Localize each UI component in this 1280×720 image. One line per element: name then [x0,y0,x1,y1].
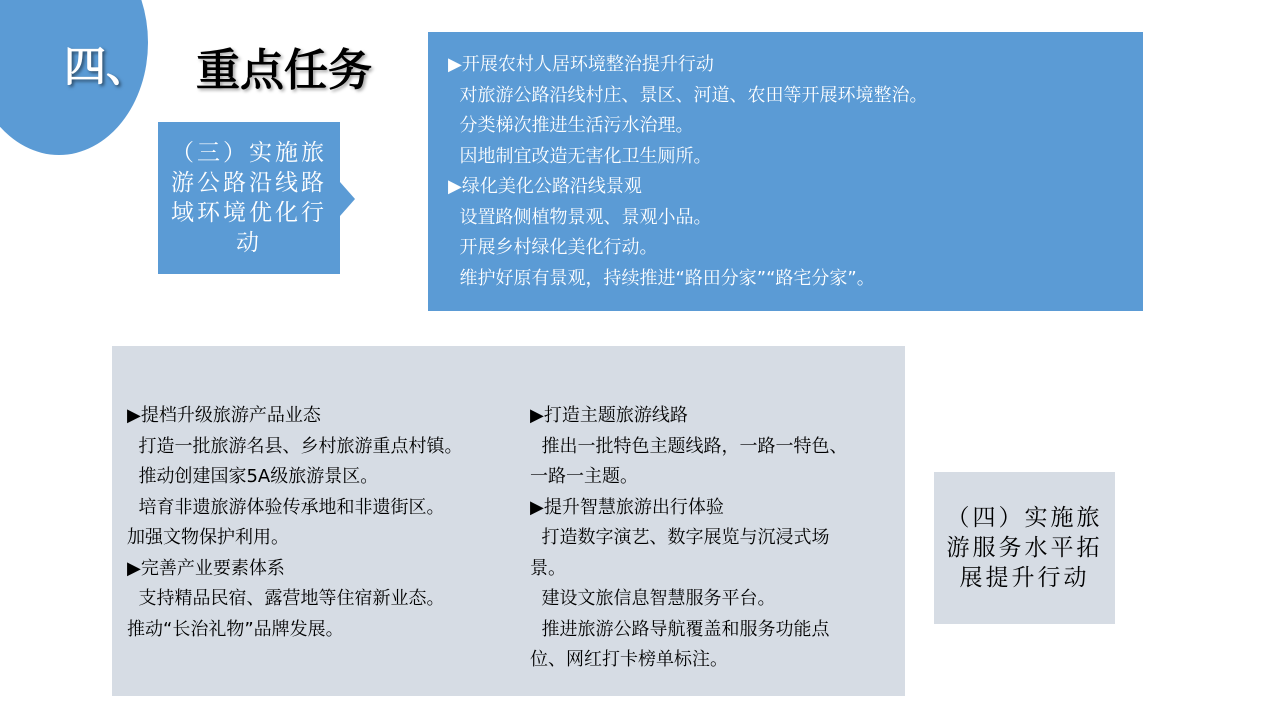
top-line: ▶绿化美化公路沿线景观 [448,176,642,197]
left-line: 打造一批旅游名县、乡村旅游重点村镇。 [127,435,463,457]
right-line: 推进旅游公路导航覆盖和服务功能点 [530,618,830,640]
left-line: 加强文物保护利用。 [127,527,289,548]
left-line: 培育非遗旅游体验传承地和非遗街区。 [127,496,445,518]
left-line: 推动创建国家5A级旅游景区。 [127,466,379,487]
top-line: 开展乡村绿化美化行动。 [448,237,658,258]
right-line: 打造数字演艺、数字展览与沉浸式场 [530,527,830,548]
top-line: 设置路侧植物景观、景观小品。 [448,206,712,228]
top-line: 因地制宜改造无害化卫生厕所。 [448,145,712,167]
service-tasks-right-column [530,401,902,676]
right-line: 一路一主题。 [530,466,638,487]
action-label-box-3 [158,122,340,274]
top-line: ▶开展农村人居环境整治提升行动 [448,54,714,75]
left-line: 推动“长治礼物”品牌发展。 [127,618,344,640]
arrow-pointer-icon [340,182,355,216]
service-tasks-left-column [127,401,527,645]
right-line: ▶提升智慧旅游出行体验 [530,496,724,518]
environment-tasks-panel [428,32,1143,311]
right-line: ▶打造主题旅游线路 [530,405,688,426]
page-title: 重点任务 [196,45,372,96]
right-line: 位、网红打卡榜单标注。 [530,649,728,670]
action-label-4-text: （四）实施旅游服务水平拓展提升行动 [946,505,1103,591]
left-line: 支持精品民宿、露营地等住宿新业态。 [127,588,445,609]
right-line: 景。 [530,557,566,579]
right-line: 建设文旅信息智慧服务平台。 [530,588,776,609]
action-label-3-text: （三）实施旅游公路沿线路域环境优化行动 [171,140,327,256]
action-label-box-4 [934,472,1115,624]
right-line: 推出一批特色主题线路，一路一特色、 [530,435,848,457]
top-line: 维护好原有景观，持续推进“路田分家”“路宅分家”。 [448,267,875,289]
left-line: ▶提档升级旅游产品业态 [127,405,321,426]
top-line: 对旅游公路沿线村庄、景区、河道、农田等开展环境整治。 [448,84,928,106]
top-line: 分类梯次推进生活污水治理。 [448,115,694,136]
section-number: 四、 [64,42,149,91]
service-tasks-panel [112,346,905,696]
left-line: ▶完善产业要素体系 [127,557,285,579]
